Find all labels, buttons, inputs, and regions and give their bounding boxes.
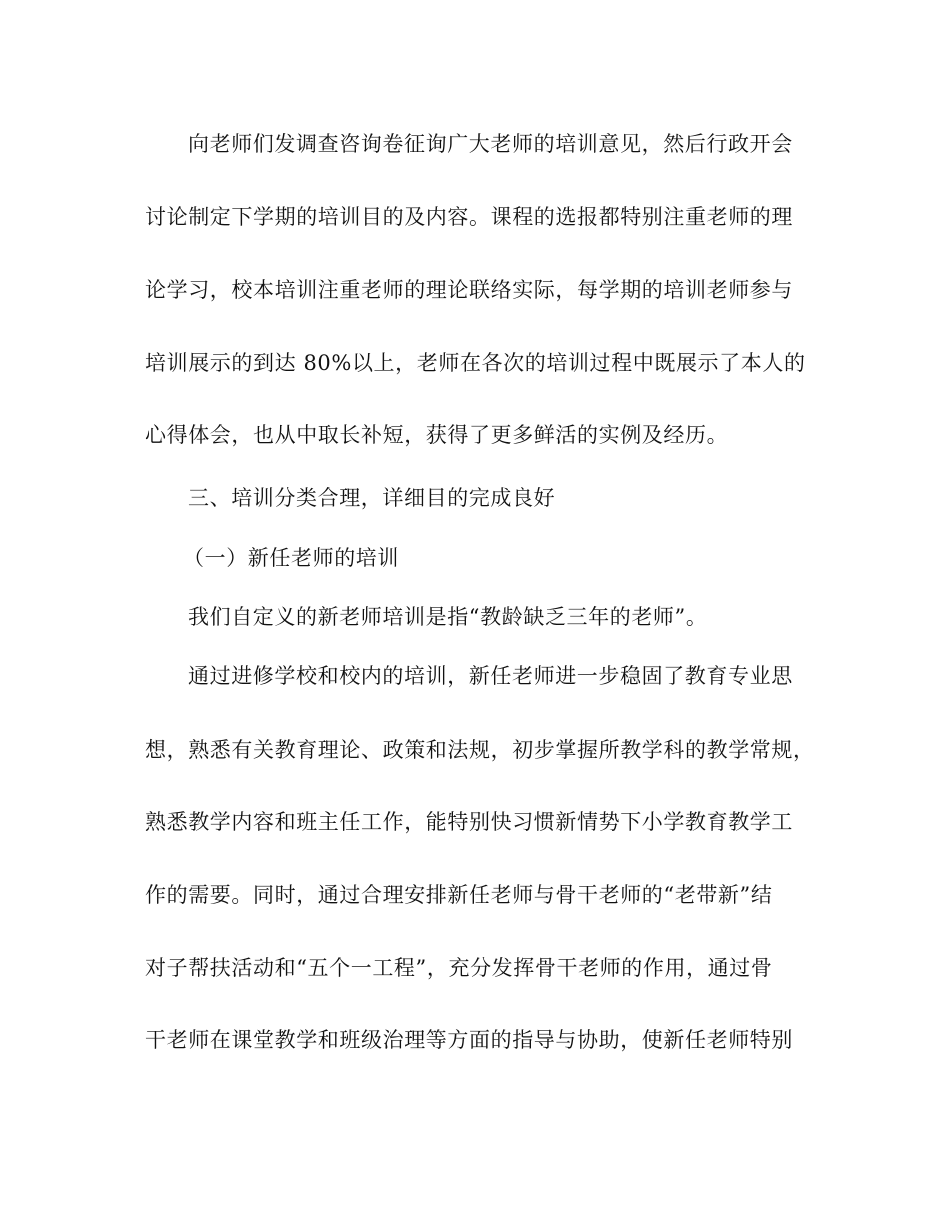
paragraph-line: 讨论制定下学期的培训目的及内容。课程的选报都特别注重老师的理 — [145, 205, 793, 229]
paragraph-line: 我们自定义的新老师培训是指“教龄缺乏三年的老师”。 — [188, 605, 708, 629]
paragraph-line: 培训展示的到达 80%以上，老师在各次的培训过程中既展示了本人的 — [145, 351, 806, 375]
paragraph-line: 心得体会，也从中取长补短，获得了更多鲜活的实例及经历。 — [145, 423, 729, 447]
subsection-heading: （一）新任老师的培训 — [183, 546, 399, 570]
paragraph-line: 干老师在课堂教学和班级治理等方面的指导与协助，使新任老师特别 — [145, 1028, 793, 1052]
section-heading: 三、培训分类合理，详细目的完成良好 — [188, 486, 556, 510]
paragraph-line: 熟悉教学内容和班主任工作，能特别快习惯新情势下小学教育教学工 — [145, 810, 793, 834]
paragraph-line: 论学习，校本培训注重老师的理论联络实际，每学期的培训老师参与 — [145, 278, 793, 302]
paragraph-line: 作的需要。同时，通过合理安排新任老师与骨干老师的“老带新”结 — [145, 883, 773, 907]
paragraph-line: 对子帮扶活动和“五个一工程”，充分发挥骨干老师的作用，通过骨 — [145, 956, 773, 980]
paragraph-line: 向老师们发调查咨询卷征询广大老师的培训意见，然后行政开会 — [188, 132, 793, 156]
paragraph-line: 想，熟悉有关教育理论、政策和法规，初步掌握所教学科的教学常规， — [145, 738, 815, 762]
paragraph-line: 通过进修学校和校内的培训，新任老师进一步稳固了教育专业思 — [188, 664, 793, 688]
